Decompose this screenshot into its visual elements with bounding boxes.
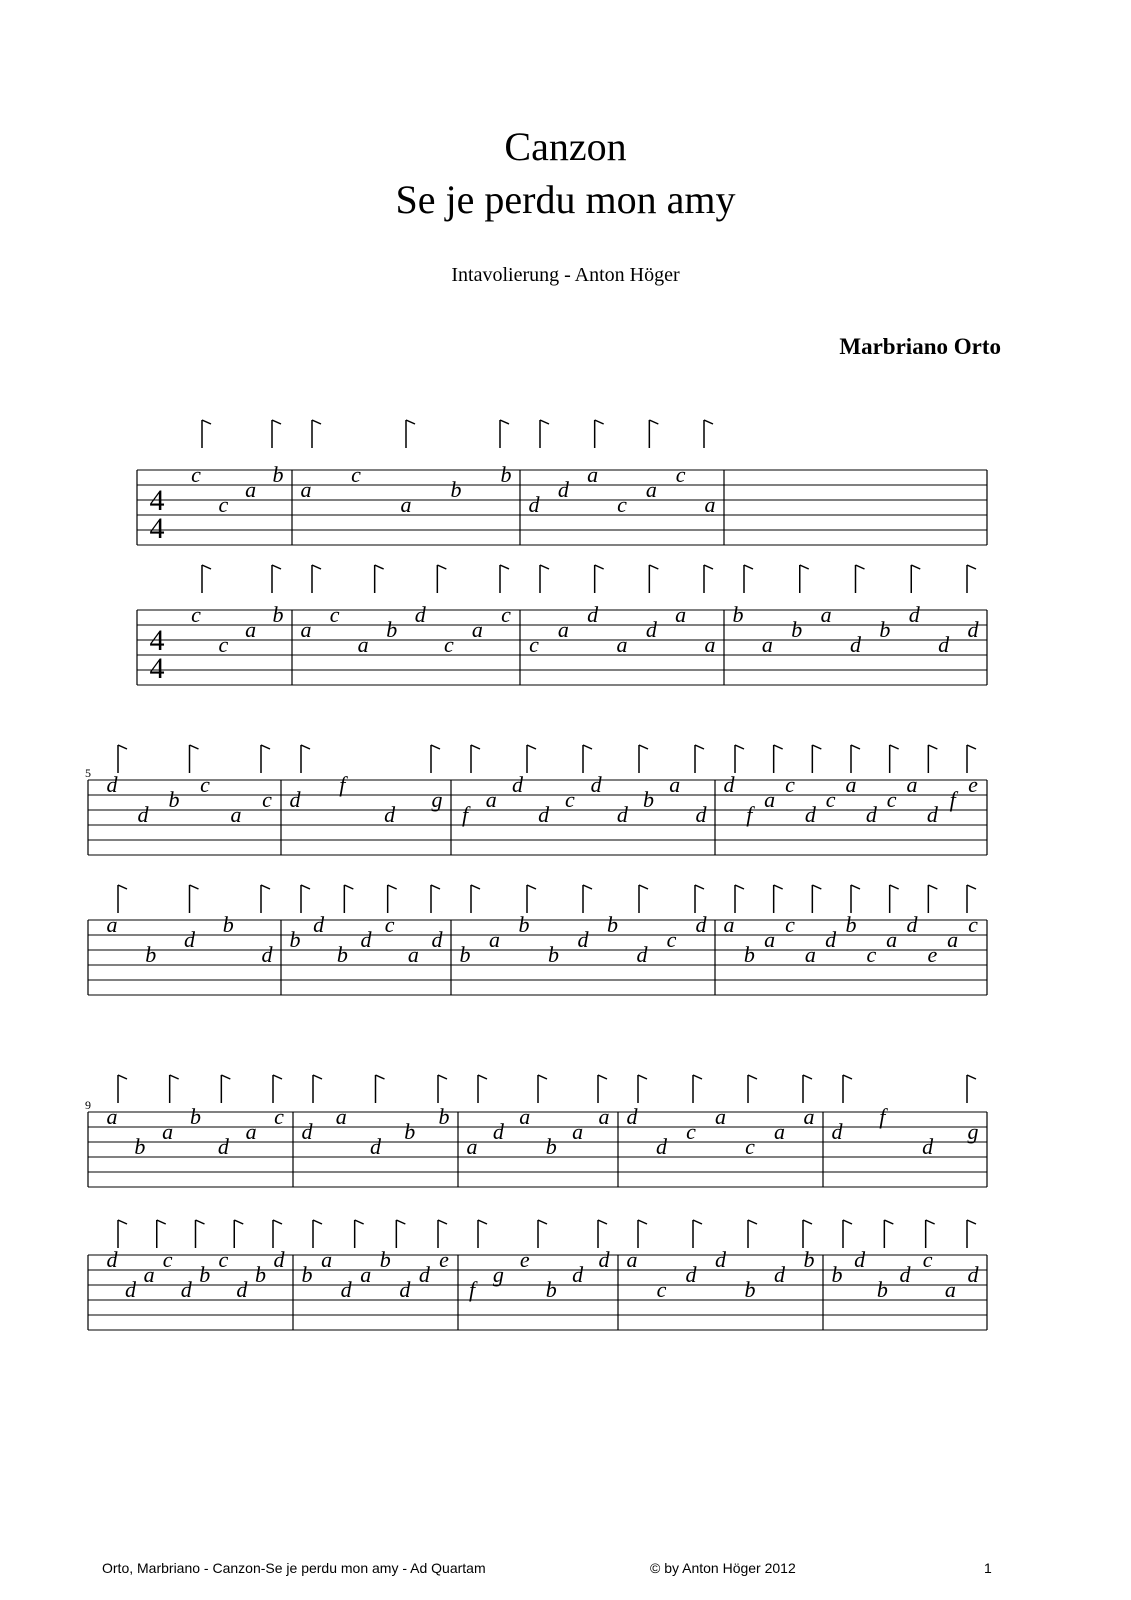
rhythm-flag <box>774 885 783 889</box>
tab-letter: a <box>704 492 716 517</box>
rhythm-flag <box>261 885 270 889</box>
rhythm-flag <box>118 745 127 749</box>
tab-letter: d <box>656 1134 667 1159</box>
tab-letter: c <box>922 1247 933 1272</box>
tab-letter: d <box>313 912 325 937</box>
rhythm-flag <box>851 885 860 889</box>
tab-letter: d <box>695 802 707 827</box>
tab-letter: d <box>572 1262 584 1287</box>
rhythm-flag <box>598 1075 607 1079</box>
rhythm-flag <box>649 565 658 569</box>
tab-letter: d <box>695 912 707 937</box>
tab-letter: d <box>106 1247 118 1272</box>
tab-letter: a <box>245 617 257 642</box>
rhythm-flag <box>748 1075 757 1079</box>
rhythm-flag <box>196 1220 205 1224</box>
tab-letter: b <box>545 1134 557 1159</box>
tab-letter: b <box>643 787 655 812</box>
rhythm-flag <box>437 565 446 569</box>
tab-letter: d <box>850 632 861 657</box>
tab-letter: d <box>926 802 938 827</box>
tab-letter: d <box>590 772 602 797</box>
rhythm-flag <box>583 885 592 889</box>
tab-letter: c <box>218 1247 229 1272</box>
tab-letter: b <box>803 1247 815 1272</box>
tab-letter: a <box>675 602 687 627</box>
tab-letter: d <box>804 802 816 827</box>
rhythm-flag <box>851 745 860 749</box>
tab-letter: d <box>137 802 149 827</box>
rhythm-flag <box>598 1220 607 1224</box>
tab-letter: f <box>468 1277 476 1302</box>
tab-letter: d <box>557 477 569 502</box>
rhythm-flag <box>376 1075 385 1079</box>
tab-letter: b <box>545 1277 557 1302</box>
tab-letter: c <box>218 492 229 517</box>
rhythm-flag <box>500 420 509 424</box>
rhythm-flag <box>967 745 976 749</box>
tab-letter: a <box>519 1104 531 1129</box>
tab-letter: d <box>685 1262 697 1287</box>
rhythm-flag <box>157 1220 166 1224</box>
tab-letter: a <box>947 927 959 952</box>
tab-letter: a <box>357 632 369 657</box>
tab-letter: a <box>804 942 816 967</box>
tab-letter: c <box>686 1119 696 1144</box>
tab-letter: a <box>162 1119 174 1144</box>
rhythm-flag <box>803 1075 812 1079</box>
rhythm-flag <box>926 1220 935 1224</box>
rhythm-flag <box>538 1075 547 1079</box>
rhythm-flag <box>843 1075 852 1079</box>
rhythm-flag <box>272 565 281 569</box>
rhythm-flag <box>638 1220 647 1224</box>
rhythm-flag <box>540 565 549 569</box>
tab-letter: d <box>645 617 657 642</box>
tab-letter: b <box>518 912 530 937</box>
tab-letter: a <box>245 1119 257 1144</box>
tab-letter: c <box>656 1277 667 1302</box>
tab-letter: a <box>300 477 312 502</box>
time-signature-bottom: 4 <box>149 652 165 685</box>
tab-letter: a <box>230 802 242 827</box>
rhythm-flag <box>695 745 704 749</box>
tab-letter: a <box>906 772 918 797</box>
tab-letter: b <box>744 1277 756 1302</box>
tab-letter: g <box>492 1262 504 1287</box>
tab-letter: b <box>500 462 512 487</box>
tab-letter: f <box>949 787 956 812</box>
rhythm-flag <box>639 885 648 889</box>
rhythm-flag <box>693 1220 702 1224</box>
rhythm-flag <box>301 745 310 749</box>
rhythm-flag <box>190 745 199 749</box>
rhythm-flag <box>540 420 549 424</box>
tab-letter: a <box>360 1262 372 1287</box>
rhythm-flag <box>438 1075 447 1079</box>
tab-letter: d <box>511 772 523 797</box>
rhythm-flag <box>774 745 783 749</box>
tab-letter: c <box>218 632 229 657</box>
rhythm-flag <box>967 565 976 569</box>
rhythm-flag <box>884 1220 893 1224</box>
tab-letter: b <box>386 617 398 642</box>
tab-letter: a <box>400 492 412 517</box>
tab-letter: a <box>245 477 257 502</box>
measure-number: 9 <box>85 1098 91 1112</box>
tab-letter: c <box>565 787 575 812</box>
tab-letter: f <box>339 772 346 797</box>
tab-letter: a <box>106 1104 118 1129</box>
tab-letter: b <box>459 942 471 967</box>
tab-letter: a <box>321 1247 333 1272</box>
tab-letter: b <box>732 602 744 627</box>
tab-letter: d <box>261 942 273 967</box>
tab-letter: d <box>723 772 735 797</box>
rhythm-flag <box>202 420 211 424</box>
tab-letter: c <box>501 602 511 627</box>
tab-letter: d <box>967 617 979 642</box>
rhythm-flag <box>234 1220 243 1224</box>
rhythm-flag <box>406 420 415 424</box>
rhythm-flag <box>595 565 604 569</box>
title-line-1: Canzon <box>504 124 627 169</box>
rhythm-flag <box>967 1075 976 1079</box>
rhythm-flag <box>355 1220 364 1224</box>
tab-letter: d <box>587 602 599 627</box>
tab-letter: a <box>587 462 599 487</box>
tab-letter: d <box>865 802 877 827</box>
tab-letter: a <box>471 617 483 642</box>
tab-letter: d <box>492 1119 504 1144</box>
rhythm-flag <box>803 1220 812 1224</box>
rhythm-flag <box>812 745 821 749</box>
rhythm-flag <box>313 1075 322 1079</box>
tab-letter: d <box>180 1277 192 1302</box>
tab-letter: a <box>820 602 832 627</box>
tab-letter: c <box>443 632 454 657</box>
tab-letter: c <box>617 492 627 517</box>
tab-letter: c <box>162 1247 173 1272</box>
tab-letter: b <box>199 1262 211 1287</box>
tab-letter: c <box>968 912 978 937</box>
rhythm-flag <box>431 885 440 889</box>
rhythm-flag <box>273 1220 282 1224</box>
rhythm-flag <box>313 1220 322 1224</box>
tab-letter: d <box>626 1104 638 1129</box>
rhythm-flag <box>190 885 199 889</box>
rhythm-flag <box>202 565 211 569</box>
intavolierung-credit: Intavolierung - Anton Höger <box>451 264 680 286</box>
tab-letter: a <box>845 772 857 797</box>
tab-letter: d <box>289 787 301 812</box>
tab-letter: b <box>272 602 284 627</box>
composer-name: Marbriano Orto <box>839 334 1001 359</box>
rhythm-flag <box>431 745 440 749</box>
tab-letter: d <box>184 927 195 952</box>
rhythm-flag <box>118 1075 127 1079</box>
tab-letter: c <box>666 927 677 952</box>
tab-letter: a <box>300 617 312 642</box>
tab-letter: a <box>335 1104 347 1129</box>
tab-letter: d <box>431 927 443 952</box>
tab-letter: g <box>967 1119 979 1144</box>
tab-letter: c <box>200 772 210 797</box>
tab-letter: c <box>745 1134 755 1159</box>
rhythm-flag <box>704 420 713 424</box>
tab-letter: c <box>191 462 201 487</box>
rhythm-flag <box>388 885 397 889</box>
tab-letter: c <box>384 912 395 937</box>
tab-letter: e <box>439 1247 449 1272</box>
tab-letter: b <box>743 942 755 967</box>
rhythm-flag <box>695 885 704 889</box>
rhythm-flag <box>375 565 384 569</box>
tab-letter: c <box>785 912 795 937</box>
title-line-2: Se je perdu mon amy <box>395 177 736 222</box>
footer-copyright: © by Anton Höger 2012 <box>650 1560 796 1576</box>
tab-letter: d <box>598 1247 610 1272</box>
tab-letter: c <box>529 632 539 657</box>
rhythm-flag <box>744 565 753 569</box>
rhythm-flag <box>748 1220 757 1224</box>
tab-letter: b <box>831 1262 843 1287</box>
tab-letter: a <box>466 1134 478 1159</box>
tab-letter: a <box>774 1119 785 1144</box>
tab-letter: d <box>899 1262 911 1287</box>
tab-letter: d <box>301 1119 313 1144</box>
rhythm-flag <box>967 885 976 889</box>
rhythm-flag <box>928 885 937 889</box>
tab-letter: e <box>927 942 938 967</box>
tab-letter: d <box>384 802 396 827</box>
rhythm-flag <box>527 885 536 889</box>
tab-letter: g <box>431 787 443 812</box>
rhythm-flag <box>471 745 480 749</box>
rhythm-flag <box>735 885 744 889</box>
tab-letter: c <box>262 787 272 812</box>
tab-letter: e <box>968 772 978 797</box>
rhythm-flag <box>638 1075 647 1079</box>
rhythm-flag <box>595 420 604 424</box>
tab-letter: d <box>825 927 837 952</box>
tab-letter: a <box>489 927 500 952</box>
tab-letter: a <box>764 787 776 812</box>
tab-letter: d <box>715 1247 726 1272</box>
footer-title: Orto, Marbriano - Canzon-Se je perdu mon amy - Ad Quartam <box>102 1560 486 1576</box>
tab-letter: c <box>825 787 836 812</box>
rhythm-flag <box>118 885 127 889</box>
tab-letter: b <box>791 617 803 642</box>
tab-letter: a <box>761 632 773 657</box>
measure-number: 5 <box>85 766 91 780</box>
rhythm-flag <box>890 745 899 749</box>
rhythm-flag <box>693 1075 702 1079</box>
tab-letter: d <box>854 1247 866 1272</box>
tab-letter: d <box>938 632 950 657</box>
tab-letter: b <box>845 912 857 937</box>
tab-letter: b <box>336 942 348 967</box>
rhythm-flag <box>478 1075 487 1079</box>
rhythm-flag <box>312 420 321 424</box>
tab-letter: a <box>803 1104 815 1129</box>
tab-letter: b <box>301 1262 313 1287</box>
tab-letter: c <box>351 462 361 487</box>
tab-letter: d <box>774 1262 785 1287</box>
tab-letter: c <box>191 602 201 627</box>
tab-letter: d <box>106 772 118 797</box>
rhythm-flag <box>312 565 321 569</box>
tab-letter: f <box>461 802 469 827</box>
tab-letter: d <box>538 802 550 827</box>
tab-letter: d <box>360 927 372 952</box>
tab-letter: b <box>876 1277 888 1302</box>
tab-letter: a <box>143 1262 155 1287</box>
rhythm-flag <box>261 745 270 749</box>
tab-letter: d <box>577 927 589 952</box>
tab-letter: b <box>145 942 157 967</box>
rhythm-flag <box>856 565 865 569</box>
tab-letter: b <box>450 477 462 502</box>
rhythm-flag <box>221 1075 230 1079</box>
tab-letter: d <box>906 912 918 937</box>
tab-letter: b <box>404 1119 416 1144</box>
tab-letter: a <box>715 1104 726 1129</box>
tab-letter: a <box>626 1247 638 1272</box>
tab-letter: b <box>548 942 559 967</box>
tab-letter: d <box>414 602 426 627</box>
rhythm-flag <box>649 420 658 424</box>
tab-letter: a <box>407 942 419 967</box>
tab-letter: d <box>340 1277 352 1302</box>
tab-letter: d <box>236 1277 248 1302</box>
tab-letter: d <box>125 1277 137 1302</box>
tab-letter: c <box>274 1104 284 1129</box>
rhythm-flag <box>890 885 899 889</box>
rhythm-flag <box>800 565 809 569</box>
rhythm-flag <box>396 1220 405 1224</box>
tab-letter: b <box>222 912 234 937</box>
rhythm-flag <box>928 745 937 749</box>
tab-letter: b <box>289 927 301 952</box>
tab-letter: c <box>886 787 897 812</box>
tab-letter: a <box>572 1119 584 1144</box>
time-signature-bottom: 4 <box>149 512 165 545</box>
tab-letter: d <box>616 802 628 827</box>
tab-letter: a <box>106 912 118 937</box>
tab-letter: d <box>908 602 920 627</box>
tab-letter: b <box>379 1247 391 1272</box>
tab-letter: b <box>168 787 180 812</box>
rhythm-flag <box>735 745 744 749</box>
tab-letter: b <box>254 1262 266 1287</box>
tab-letter: d <box>967 1262 979 1287</box>
tab-letter: a <box>598 1104 610 1129</box>
tab-letter: f <box>879 1104 886 1129</box>
tab-letter: b <box>190 1104 201 1129</box>
tab-letter: a <box>886 927 898 952</box>
time-signature-top: 4 <box>149 484 165 517</box>
rhythm-flag <box>911 565 920 569</box>
tab-letter: a <box>557 617 569 642</box>
rhythm-flag <box>438 1220 447 1224</box>
tab-letter: d <box>922 1134 934 1159</box>
tab-letter: d <box>528 492 540 517</box>
rhythm-flag <box>967 1220 976 1224</box>
tab-letter: b <box>438 1104 450 1129</box>
tab-letter: d <box>273 1247 285 1272</box>
tab-letter: a <box>616 632 628 657</box>
rhythm-flag <box>843 1220 852 1224</box>
tab-letter: b <box>272 462 284 487</box>
tab-letter: d <box>418 1262 430 1287</box>
rhythm-flag <box>170 1075 179 1079</box>
rhythm-flag <box>301 885 310 889</box>
rhythm-flag <box>272 420 281 424</box>
rhythm-flag <box>704 565 713 569</box>
tab-letter: a <box>485 787 497 812</box>
rhythm-flag <box>478 1220 487 1224</box>
tab-letter: b <box>607 912 618 937</box>
rhythm-flag <box>500 565 509 569</box>
time-signature-top: 4 <box>149 624 165 657</box>
tab-letter: d <box>831 1119 843 1144</box>
rhythm-flag <box>118 1220 127 1224</box>
tab-letter: a <box>669 772 681 797</box>
rhythm-flag <box>344 885 353 889</box>
tab-letter: c <box>866 942 877 967</box>
rhythm-flag <box>273 1075 282 1079</box>
rhythm-flag <box>639 745 648 749</box>
rhythm-flag <box>812 885 821 889</box>
tab-letter: a <box>645 477 657 502</box>
tab-letter: a <box>704 632 716 657</box>
tab-letter: c <box>785 772 795 797</box>
tab-letter: d <box>636 942 648 967</box>
tab-letter: b <box>134 1134 146 1159</box>
tab-letter: a <box>723 912 735 937</box>
tab-letter: c <box>329 602 340 627</box>
tab-letter: a <box>764 927 776 952</box>
rhythm-flag <box>583 745 592 749</box>
tab-letter: a <box>944 1277 956 1302</box>
tab-letter: c <box>675 462 686 487</box>
rhythm-flag <box>538 1220 547 1224</box>
page-number: 1 <box>984 1560 992 1576</box>
tab-letter: d <box>370 1134 381 1159</box>
tab-letter: f <box>746 802 753 827</box>
rhythm-flag <box>527 745 536 749</box>
tab-letter: d <box>217 1134 229 1159</box>
tab-letter: b <box>879 617 891 642</box>
tab-letter: e <box>519 1247 530 1272</box>
rhythm-flag <box>471 885 480 889</box>
tab-letter: d <box>399 1277 411 1302</box>
